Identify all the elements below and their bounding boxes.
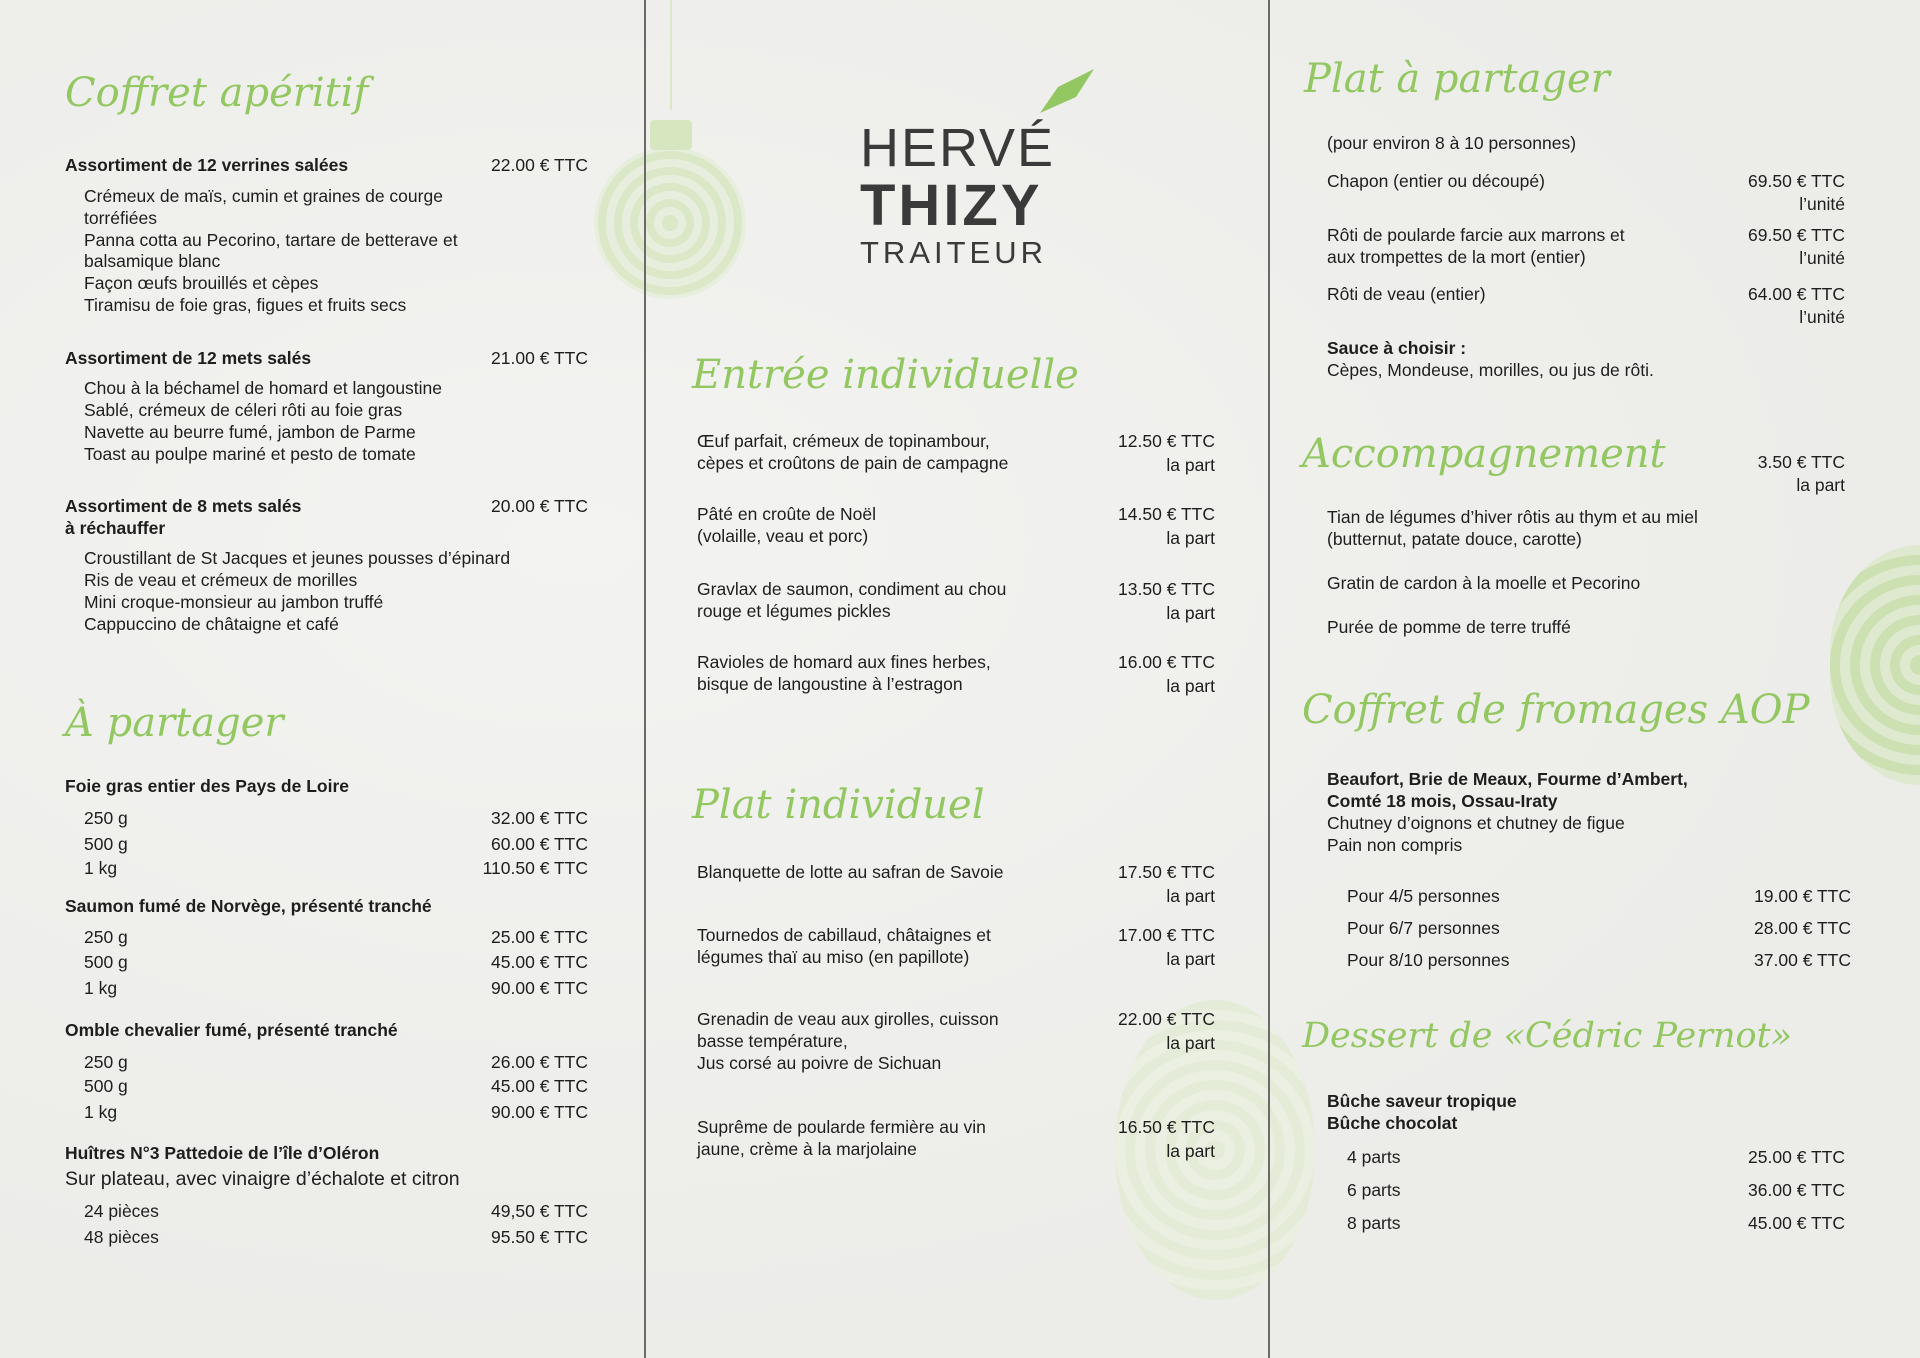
section-title-coffret-aperitif: Coffret apéritif [65, 70, 369, 116]
item-name: Omble chevalier fumé, présenté tranché [65, 1020, 398, 1040]
item-price: 12.50 € TTC [1118, 431, 1215, 451]
item-price: 17.00 € TTC [1118, 925, 1215, 945]
row-label: 1 kg [84, 1102, 118, 1122]
item-name: Assortiment de 12 verrines salées [65, 155, 349, 175]
item-line: bisque de langoustine à l’estragon [697, 674, 963, 694]
item-price: 22.00 € TTC [1118, 1009, 1215, 1029]
item-line: Façon œufs brouillés et cèpes [84, 273, 319, 293]
item-unit: la part [1796, 475, 1845, 495]
row-label: 500 g [84, 834, 128, 854]
item-line: Œuf parfait, crémeux de topinambour, [697, 431, 990, 451]
item-unit: la part [1166, 1033, 1215, 1053]
row-price: 95.50 € TTC [491, 1227, 588, 1247]
item-name: à réchauffer [65, 518, 166, 538]
item-line: Cappuccino de châtaigne et café [84, 614, 339, 634]
christmas-ornament-icon [1115, 1000, 1315, 1300]
item-line: Gratin de cardon à la moelle et Pecorino [1327, 573, 1641, 593]
item-line: Pâté en croûte de Noël [697, 504, 877, 524]
ornament-string-icon [670, 0, 672, 110]
item-price: 22.00 € TTC [491, 155, 588, 175]
row-label: 1 kg [84, 858, 118, 878]
row-price: 37.00 € TTC [1754, 950, 1851, 970]
item-line: (butternut, patate douce, carotte) [1327, 529, 1582, 549]
section-subtitle: (pour environ 8 à 10 personnes) [1327, 133, 1577, 153]
row-label: 250 g [84, 1052, 128, 1072]
row-price: 110.50 € TTC [482, 858, 588, 878]
item-line: Rôti de veau (entier) [1327, 284, 1486, 304]
item-name: Huîtres N°3 Pattedoie de l’île d’Oléron [65, 1143, 380, 1163]
column-divider [644, 0, 646, 1358]
item-price: 16.50 € TTC [1118, 1117, 1215, 1137]
row-label: 1 kg [84, 978, 118, 998]
item-line: Tiramisu de foie gras, figues et fruits secs [84, 295, 407, 315]
item-line: Croustillant de St Jacques et jeunes pousses d’épinard [84, 548, 511, 568]
row-label: 6 parts [1347, 1180, 1401, 1200]
item-line: Sablé, crémeux de céleri rôti au foie gras [84, 400, 403, 420]
item-line: Crémeux de maïs, cumin et graines de courge [84, 186, 443, 206]
item-line: Chutney d’oignons et chutney de figue [1327, 813, 1625, 833]
item-unit: l’unité [1799, 307, 1845, 327]
item-price: 16.00 € TTC [1118, 652, 1215, 672]
item-unit: la part [1166, 1141, 1215, 1161]
brand-logo [860, 120, 1070, 270]
row-label: Pour 6/7 personnes [1347, 918, 1500, 938]
item-price: 17.50 € TTC [1118, 862, 1215, 882]
row-label: Pour 4/5 personnes [1347, 886, 1500, 906]
item-name: Assortiment de 8 mets salés [65, 496, 302, 516]
item-line: torréfiées [84, 208, 157, 228]
item-line: balsamique blanc [84, 251, 221, 271]
sauce-options: Cèpes, Mondeuse, morilles, ou jus de rôti. [1327, 360, 1654, 380]
row-price: 90.00 € TTC [491, 1102, 588, 1122]
item-line: Grenadin de veau aux girolles, cuisson [697, 1009, 999, 1029]
item-line: Mini croque-monsieur au jambon truffé [84, 592, 384, 612]
section-title-coffret-fromages: Coffret de fromages AOP [1302, 687, 1810, 733]
row-label: 8 parts [1347, 1213, 1401, 1233]
item-price: 20.00 € TTC [491, 496, 588, 516]
item-unit: la part [1166, 886, 1215, 906]
dessert-name: Bûche chocolat [1327, 1113, 1458, 1133]
item-line: Gravlax de saumon, condiment au chou [697, 579, 1007, 599]
leaf-icon [1038, 65, 1098, 115]
item-line: Tournedos de cabillaud, châtaignes et [697, 925, 991, 945]
row-label: Pour 8/10 personnes [1347, 950, 1510, 970]
row-price: 45.00 € TTC [491, 952, 588, 972]
row-label: 24 pièces [84, 1201, 159, 1221]
row-price: 28.00 € TTC [1754, 918, 1851, 938]
item-line: Pain non compris [1327, 835, 1463, 855]
section-title-plat-individuel: Plat individuel [692, 782, 985, 828]
item-unit: la part [1166, 676, 1215, 696]
row-price: 49,50 € TTC [491, 1201, 588, 1221]
item-line: jaune, crème à la marjolaine [697, 1139, 917, 1159]
item-line: cèpes et croûtons de pain de campagne [697, 453, 1009, 473]
item-line: Chapon (entier ou découpé) [1327, 171, 1545, 191]
column-divider [1268, 0, 1270, 1358]
item-name: Foie gras entier des Pays de Loire [65, 776, 349, 796]
row-price: 25.00 € TTC [491, 927, 588, 947]
row-label: 48 pièces [84, 1227, 159, 1247]
item-line: Suprême de poularde fermière au vin [697, 1117, 986, 1137]
item-line: basse température, [697, 1031, 848, 1051]
item-price: 64.00 € TTC [1748, 284, 1845, 304]
row-price: 60.00 € TTC [491, 834, 588, 854]
sauce-label: Sauce à choisir : [1327, 338, 1467, 358]
row-label: 500 g [84, 952, 128, 972]
section-title-entree-individuelle: Entrée individuelle [692, 352, 1079, 398]
item-unit: la part [1166, 949, 1215, 969]
ornament-cap-icon [650, 120, 692, 150]
item-subtitle: Sur plateau, avec vinaigre d’échalote et citron [65, 1168, 460, 1190]
item-line: légumes thaï au miso (en papillote) [697, 947, 970, 967]
row-price: 36.00 € TTC [1748, 1180, 1845, 1200]
section-title-plat-a-partager: Plat à partager [1304, 56, 1610, 102]
row-label: 500 g [84, 1076, 128, 1096]
item-name: Saumon fumé de Norvège, présenté tranché [65, 896, 432, 916]
item-price: 3.50 € TTC [1757, 452, 1845, 472]
row-label: 4 parts [1347, 1147, 1401, 1167]
item-unit: la part [1166, 455, 1215, 475]
section-title-a-partager: À partager [65, 700, 284, 746]
row-label: 250 g [84, 927, 128, 947]
row-price: 19.00 € TTC [1754, 886, 1851, 906]
item-name: Assortiment de 12 mets salés [65, 348, 312, 368]
item-line: Jus corsé au poivre de Sichuan [697, 1053, 942, 1073]
item-line: Ravioles de homard aux fines herbes, [697, 652, 991, 672]
section-title-accompagnement: Accompagnement [1302, 431, 1666, 477]
item-price: 21.00 € TTC [491, 348, 588, 368]
item-line: Toast au poulpe mariné et pesto de tomate [84, 444, 416, 464]
row-price: 32.00 € TTC [491, 808, 588, 828]
item-price: 13.50 € TTC [1118, 579, 1215, 599]
cheese-list: Comté 18 mois, Ossau-Iraty [1327, 791, 1558, 811]
row-price: 26.00 € TTC [491, 1052, 588, 1072]
brand-line1: HERVÉ [860, 118, 1056, 178]
item-line: Panna cotta au Pecorino, tartare de betterave et [84, 230, 458, 250]
item-line: Blanquette de lotte au safran de Savoie [697, 862, 1004, 882]
christmas-ornament-icon [594, 147, 746, 299]
item-line: Rôti de poularde farcie aux marrons et [1327, 225, 1625, 245]
item-unit: l’unité [1799, 194, 1845, 214]
row-price: 25.00 € TTC [1748, 1147, 1845, 1167]
item-unit: la part [1166, 528, 1215, 548]
item-unit: l’unité [1799, 248, 1845, 268]
item-line: Chou à la béchamel de homard et langoustine [84, 378, 443, 398]
row-price: 45.00 € TTC [491, 1076, 588, 1096]
item-line: Navette au beurre fumé, jambon de Parme [84, 422, 416, 442]
item-line: Purée de pomme de terre truffé [1327, 617, 1571, 637]
item-line: Tian de légumes d’hiver rôtis au thym et au miel [1327, 507, 1698, 527]
cheese-list: Beaufort, Brie de Meaux, Fourme d’Ambert, [1327, 769, 1688, 789]
row-price: 45.00 € TTC [1748, 1213, 1845, 1233]
item-price: 69.50 € TTC [1748, 225, 1845, 245]
item-line: (volaille, veau et porc) [697, 526, 869, 546]
item-line: rouge et légumes pickles [697, 601, 891, 621]
row-price: 90.00 € TTC [491, 978, 588, 998]
item-line: aux trompettes de la mort (entier) [1327, 247, 1586, 267]
item-unit: la part [1166, 603, 1215, 623]
item-price: 69.50 € TTC [1748, 171, 1845, 191]
section-title-dessert: Dessert de «Cédric Pernot» [1302, 1016, 1793, 1056]
dessert-name: Bûche saveur tropique [1327, 1091, 1517, 1111]
brand-line3: TRAITEUR [860, 235, 1047, 270]
brand-line2: THIZY [860, 173, 1043, 238]
row-label: 250 g [84, 808, 128, 828]
item-line: Ris de veau et crémeux de morilles [84, 570, 358, 590]
item-price: 14.50 € TTC [1118, 504, 1215, 524]
